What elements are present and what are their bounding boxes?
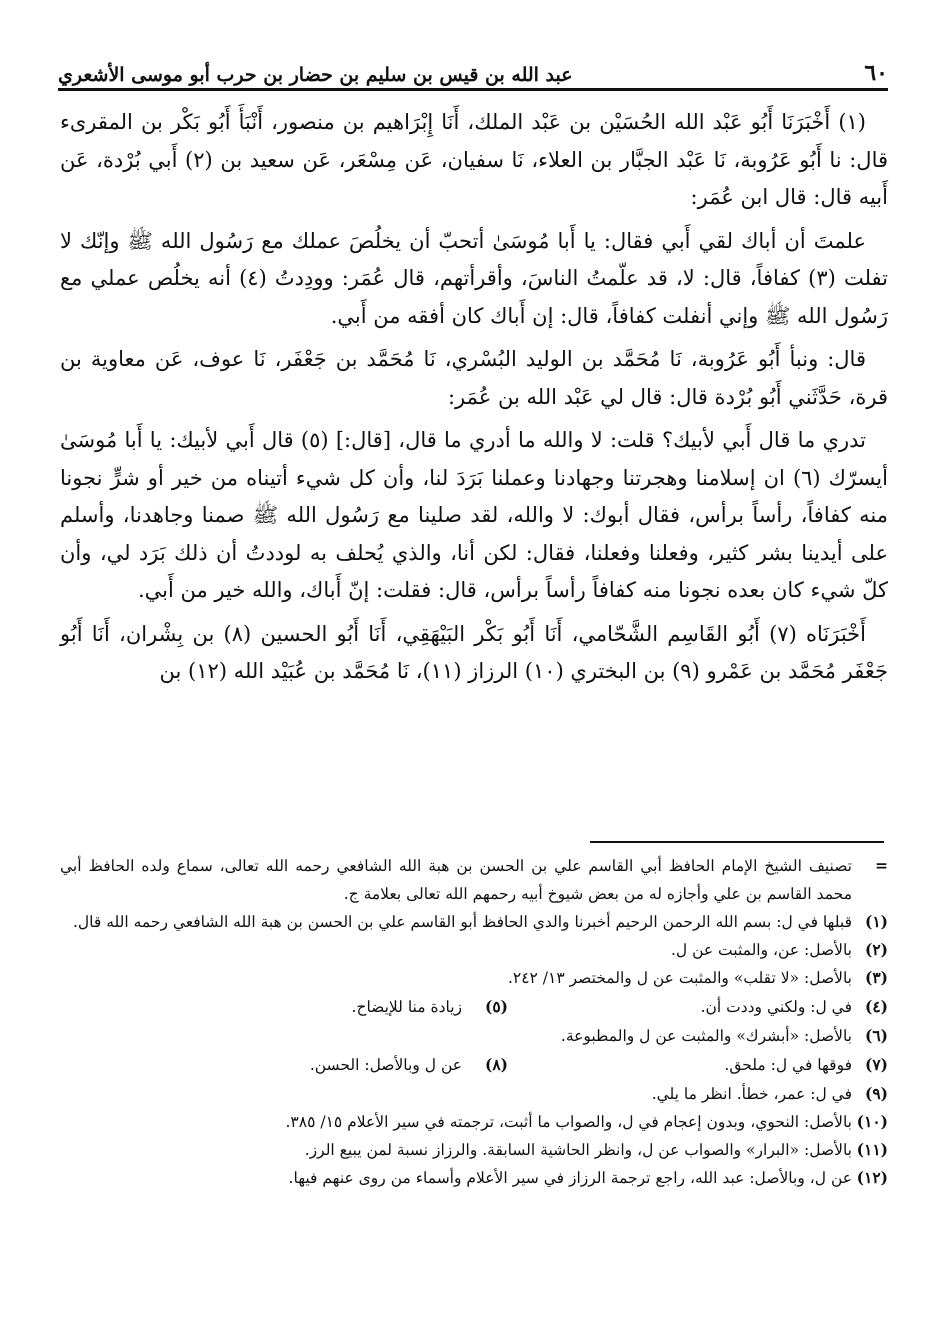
paragraph-5: أَخْبَرَنَاه (٧) أَبُو القَاسِم الشَّحّامي، أَنَا أَبُو بَكْر البَيْهَقِي، أَنَا أَبُو الحسين (٨) بن بِشْران، أَنَا أَبُو جَعْفَر مُحَمَّد بن عَمْرو (٩) بن البختري (١٠) الرزاز (١١)، نَا مُحَمَّد بن عُبَيْد الله (١٢) بن bbox=[60, 621, 888, 683]
footnote-mark: (٩) bbox=[864, 1084, 888, 1103]
paragraph-4: تدري ما قال أَبي لأبيك؟ قلت: لا والله ما أدري ما قال، [قال:] (٥) قال أَبي لأبيك: يا أَبا مُوسَىٰ أيسرّك (٦) ان إسلامنا وهجرتنا وجهادنا وعملنا بَرَدَ لنا، وأن كل شيء أتيناه من خير أو شرٍّ نجونا منه كفافاً، رأساً برأس، فقال أبوك: لا والله، لقد صلينا مع رَسُول الله ﷺ صمنا وجاهدنا، وأسلم على أيدينا بشر كثير، وفعلنا وفعلنا، فقال: لكن أنا، والذي يُحلف به لوددتُ أن ذلك بَرَد لي، وأن كلّ شيء كان بعده نجونا منه كفافاً رأساً برأس، قال: فقلت: إنّ أَباك، والله خير من أَبي. bbox=[60, 428, 888, 602]
footnote-text: في ل: ولكني وددت أن. bbox=[700, 998, 852, 1016]
footnote-mark: (٨) bbox=[484, 1055, 508, 1074]
footnotes bbox=[60, 852, 888, 1192]
footnote-row-7-8 bbox=[60, 1050, 888, 1080]
header-rule bbox=[58, 88, 888, 91]
footnote-mark: (٧) bbox=[864, 1055, 888, 1074]
footnote-text: عن ل وبالأصل: الحسن. bbox=[309, 1056, 462, 1074]
footnote-7 bbox=[508, 1050, 888, 1080]
main-text bbox=[60, 104, 888, 697]
running-title: عبد الله بن قيس بن سليم بن حضار بن حرب أبو موسى الأشعري bbox=[58, 64, 573, 86]
footnote-text: بالأصل: «أبشرك» والمثبت عن ل والمطبوعة. bbox=[560, 1027, 852, 1045]
footnote-6 bbox=[60, 1022, 888, 1050]
footnote-mark: = bbox=[875, 856, 888, 875]
page-header bbox=[58, 52, 888, 86]
footnote-mark: (١٢) bbox=[856, 1168, 888, 1187]
footnote-9 bbox=[60, 1080, 888, 1108]
footnote-1 bbox=[60, 908, 888, 936]
footnote-10 bbox=[60, 1108, 888, 1136]
footnote-text: قبلها في ل: بسم الله الرحمن الرحيم أخبرنا والدي الحافظ أبو القاسم علي بن الحسن بن هبة الله الشافعي رحمه الله قال. bbox=[72, 913, 852, 931]
footnote-row-4-5 bbox=[60, 992, 888, 1022]
footnote-3 bbox=[60, 964, 888, 992]
footnote-text: بالأصل: النحوي، وبدون إعجام في ل، والصواب ما أثبت، ترجمته في سير الأعلام ١٥/ ٣٨٥. bbox=[285, 1113, 852, 1131]
footnote-4 bbox=[508, 992, 888, 1022]
footnote-mark: (٥) bbox=[484, 997, 508, 1016]
footnote-mark: (٦) bbox=[864, 1026, 888, 1045]
footnote-mark: (١) bbox=[864, 912, 888, 931]
footnote-mark: (١١) bbox=[856, 1140, 888, 1159]
paragraph-1: (١) أَخْبَرَنَا أَبُو عَبْد الله الحُسَيْن بن عَبْد الملك، أَنَا إِبْرَاهيم بن منصور، أَنْبَأَ أَبُو بَكْر بن المقرىء قال: نا أَبُو عَرُوبة، نَا عَبْد الجبَّار بن العلاء، نَا سفيان، عَن مِسْعَر، عَن سعيد بن (٢) أَبي بُرْدة، عَن أَبيه قال: قال ابن عُمَر: bbox=[60, 110, 889, 209]
footnote-text: عن ل، وبالأصل: عبد الله، راجع ترجمة الرزاز في سير الأعلام وأسماء من روى عنهم فيها. bbox=[288, 1169, 852, 1187]
footnote-5 bbox=[128, 992, 508, 1022]
footnote-11 bbox=[60, 1136, 888, 1164]
footnote-rule bbox=[590, 841, 884, 843]
footnote-text: في ل: عمر، خطأ. انظر ما يلي. bbox=[651, 1085, 852, 1103]
footnote-text: بالأصل: «البرار» والصواب عن ل، وانظر الحاشية السابقة. والرزاز نسبة لمن يبيع الرز. bbox=[304, 1141, 852, 1159]
page-number: ٦٠ bbox=[864, 60, 888, 86]
footnote-text: فوقها في ل: ملحق. bbox=[724, 1056, 852, 1074]
footnote-mark: (١٠) bbox=[856, 1112, 888, 1131]
footnote-mark: (٤) bbox=[864, 997, 888, 1016]
paragraph-3: قال: ونبأ أَبُو عَرُوبة، نَا مُحَمَّد بن الوليد البُسْري، نَا مُحَمَّد بن جَعْفَر، نَا عوف، عَن معاوية بن قرة، حَدَّثَني أَبُو بُرْدة قال: قال لي عَبْد الله بن عُمَر: bbox=[60, 347, 888, 409]
footnote-text: زيادة منا للإيضاح. bbox=[351, 998, 462, 1016]
footnote-continued bbox=[60, 852, 888, 908]
footnote-text: تصنيف الشيخ الإمام الحافظ أبي القاسم علي بن الحسن بن هبة الله الشافعي رحمه الله تعالى، سماع ولده الحافظ أبي محمد القاسم بن علي وأجازه له من بعض شيوخ أبيه رحمهم الله تعالى بعلامة ج. bbox=[60, 857, 852, 903]
footnote-12 bbox=[60, 1164, 888, 1192]
footnote-mark: (٢) bbox=[864, 940, 888, 959]
paragraph-2: علمتَ أن أباك لقي أَبي فقال: يا أَبا مُوسَىٰ أتحبّ أن يخلُصَ عملك مع رَسُول الله ﷺ وإنّك لا تفلت (٣) كفافاً، قال: لا، قد علّمتُ الناسَ، وأقرأتهم، قال عُمَر: وودِدتُ (٤) أنه يخلُص عملي مع رَسُول الله ﷺ وإني أنفلت كفافاً، قال: إن أَباك كان أفقه من أَبي. bbox=[60, 228, 888, 328]
footnote-8 bbox=[128, 1050, 508, 1080]
footnote-text: بالأصل: عن، والمثبت عن ل. bbox=[670, 941, 852, 959]
footnote-mark: (٣) bbox=[864, 968, 888, 987]
footnote-text: بالأصل: «لا تقلب» والمثبت عن ل والمختصر ١٣/ ٢٤٢. bbox=[507, 969, 852, 987]
footnote-2 bbox=[60, 936, 888, 964]
